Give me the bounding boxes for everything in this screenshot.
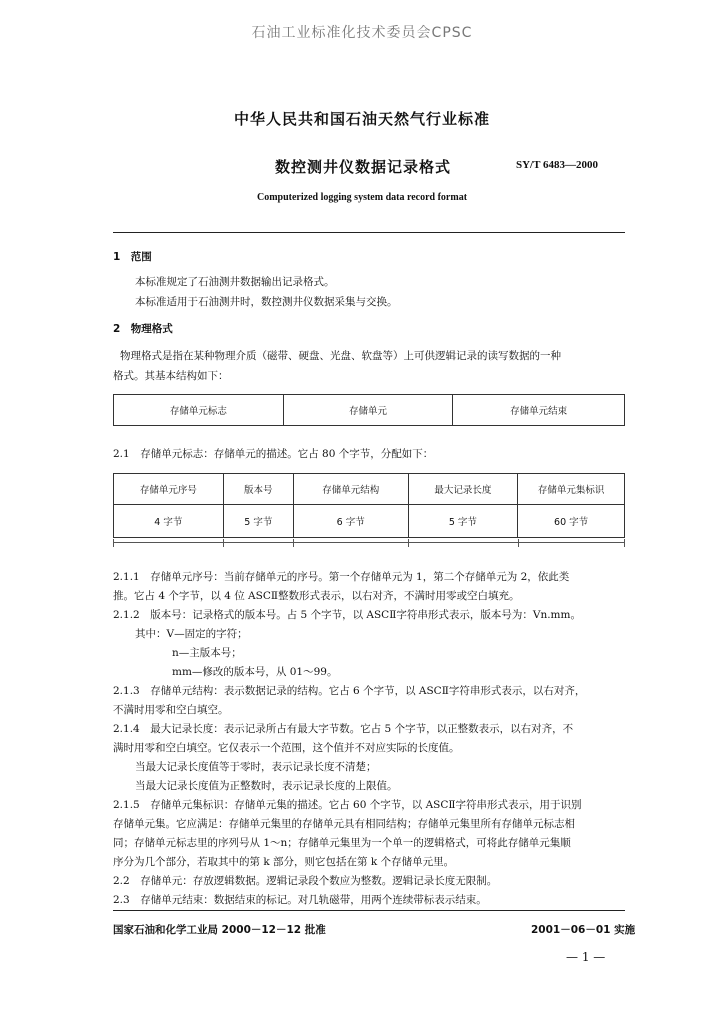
table-header-cell: 最大记录长度 (408, 474, 518, 505)
storage-unit-label-table (113, 473, 625, 538)
clause-2-1-2-note-mm: mm—修改的版本号，从 01～99。 (172, 666, 338, 678)
clause-2-1-2-note-v: 其中：V—固定的字符； (135, 628, 248, 640)
table-header-cell: 版本号 (223, 474, 293, 505)
table-cell: 60 字节 (518, 505, 625, 538)
page-number: — 1 — (566, 950, 606, 964)
section-1-para-2: 本标准适用于石油测井时，数控测井仪数据采集与交换。 (135, 296, 398, 308)
table-cell: 存储单元标志 (114, 395, 284, 426)
dimension-tick (223, 539, 224, 547)
dimension-line (113, 542, 625, 549)
issuing-body-title: 中华人民共和国石油天然气行业标准 (233, 110, 490, 128)
dimension-tick (518, 539, 519, 547)
clause-2-1-5-line-3: 同；存储单元标志里的序列号从 1～n；存储单元集里为一个单一的逻辑格式，可将此存储单元集顺 (113, 837, 571, 849)
clause-2-3: 2.3 存储单元结束：数据结束的标记。对几轨磁带，用两个连续带标表示结束。 (113, 894, 487, 906)
section-2-1-para: 2.1 存储单元标志：存储单元的描述。它占 80 个字节，分配如下： (113, 448, 434, 460)
clause-2-1-4-line-3: 当最大记录长度值等于零时，表示记录长度不清楚； (135, 761, 377, 773)
clause-2-1-5-line-4: 序分为几个部分，若取其中的第 k 部分，则它包括在第 k 个存储单元里。 (113, 856, 455, 868)
table-header-cell: 存储单元结构 (293, 474, 408, 505)
table-cell: 5 字节 (223, 505, 293, 538)
clause-2-1-4-line-4: 当最大记录长度值为正整数时，表示记录长度的上限值。 (135, 780, 398, 792)
dimension-tick (408, 539, 409, 547)
clause-2-1-4-line-1: 2.1.4 最大记录长度：表示记录所占有最大字节数。它占 5 个字节，以正整数表示，以右对齐，不 (113, 723, 574, 735)
top-rule (113, 232, 625, 233)
table-cell: 4 字节 (114, 505, 224, 538)
bottom-rule (113, 910, 625, 911)
section-1-heading: 1 范围 (113, 251, 152, 263)
dimension-tick (293, 539, 294, 547)
english-title: Computerized logging system data record format (256, 192, 468, 203)
clause-2-1-3-line-2: 不满时用零和空白填空。 (113, 704, 229, 716)
physical-format-table (113, 394, 625, 426)
clause-2-1-2: 2.1.2 版本号：记录格式的版本号。占 5 个字节，以 ASCⅡ字符串形式表示，版本号为：Vn.mm。 (113, 609, 581, 621)
effective-date: 2001－06－01 实施 (531, 924, 636, 936)
watermark-text: 石油工业标准化技术委员会CPSC (251, 25, 473, 41)
section-2-heading: 2 物理格式 (113, 323, 173, 335)
clause-2-1-5-line-2: 存储单元集。它应满足：存储单元集里的存储单元具有相同结构；存储单元集里所有存储单元标志相 (113, 818, 575, 830)
standard-number: SY/T 6483—2000 (516, 159, 599, 171)
table-cell: 6 字节 (293, 505, 408, 538)
section-2-para-line-2: 格式。其基本结构如下： (113, 370, 229, 382)
table-cell: 5 字节 (408, 505, 518, 538)
section-1-para-1: 本标准规定了石油测井数据输出记录格式。 (135, 276, 335, 288)
clause-2-1-4-line-2: 满时用零和空白填空。它仅表示一个范围，这个值并不对应实际的长度值。 (113, 742, 460, 754)
table-cell: 存储单元结束 (453, 395, 625, 426)
table-cell: 存储单元 (283, 395, 453, 426)
clause-2-2: 2.2 存储单元：存放逻辑数据。逻辑记录段个数应为整数。逻辑记录长度无限制。 (113, 875, 498, 887)
clause-2-1-3-line-1: 2.1.3 存储单元结构：表示数据记录的结构。它占 6 个字节，以 ASCⅡ字符串形式表示，以右对齐， (113, 685, 586, 697)
dimension-tick (624, 539, 625, 547)
table-header-cell: 存储单元集标识 (518, 474, 625, 505)
clause-2-1-2-note-n: n—主版本号； (172, 647, 242, 659)
table-header-cell: 存储单元序号 (114, 474, 224, 505)
section-2-para-line-1: 物理格式是指在某种物理介质（磁带、硬盘、光盘、软盘等）上可供逻辑记录的读写数据的一种 (120, 350, 561, 362)
dimension-tick (113, 539, 114, 547)
clause-2-1-5-line-1: 2.1.5 存储单元集标识：存储单元集的描述。它占 60 个字节，以 ASCⅡ字符串形式表示，用于识别 (113, 799, 582, 811)
clause-2-1-1-line-2: 推。它占 4 个字节，以 4 位 ASCⅡ整数形式表示，以右对齐，不满时用零或空白填充。 (113, 590, 520, 602)
clause-2-1-1-line-1: 2.1.1 存储单元序号：当前存储单元的序号。第一个存储单元为 1，第二个存储单元为 2，依此类 (113, 571, 570, 583)
approval-date: 国家石油和化学工业局 2000－12－12 批准 (113, 924, 326, 936)
standard-title: 数控测井仪数据记录格式 (275, 158, 452, 176)
